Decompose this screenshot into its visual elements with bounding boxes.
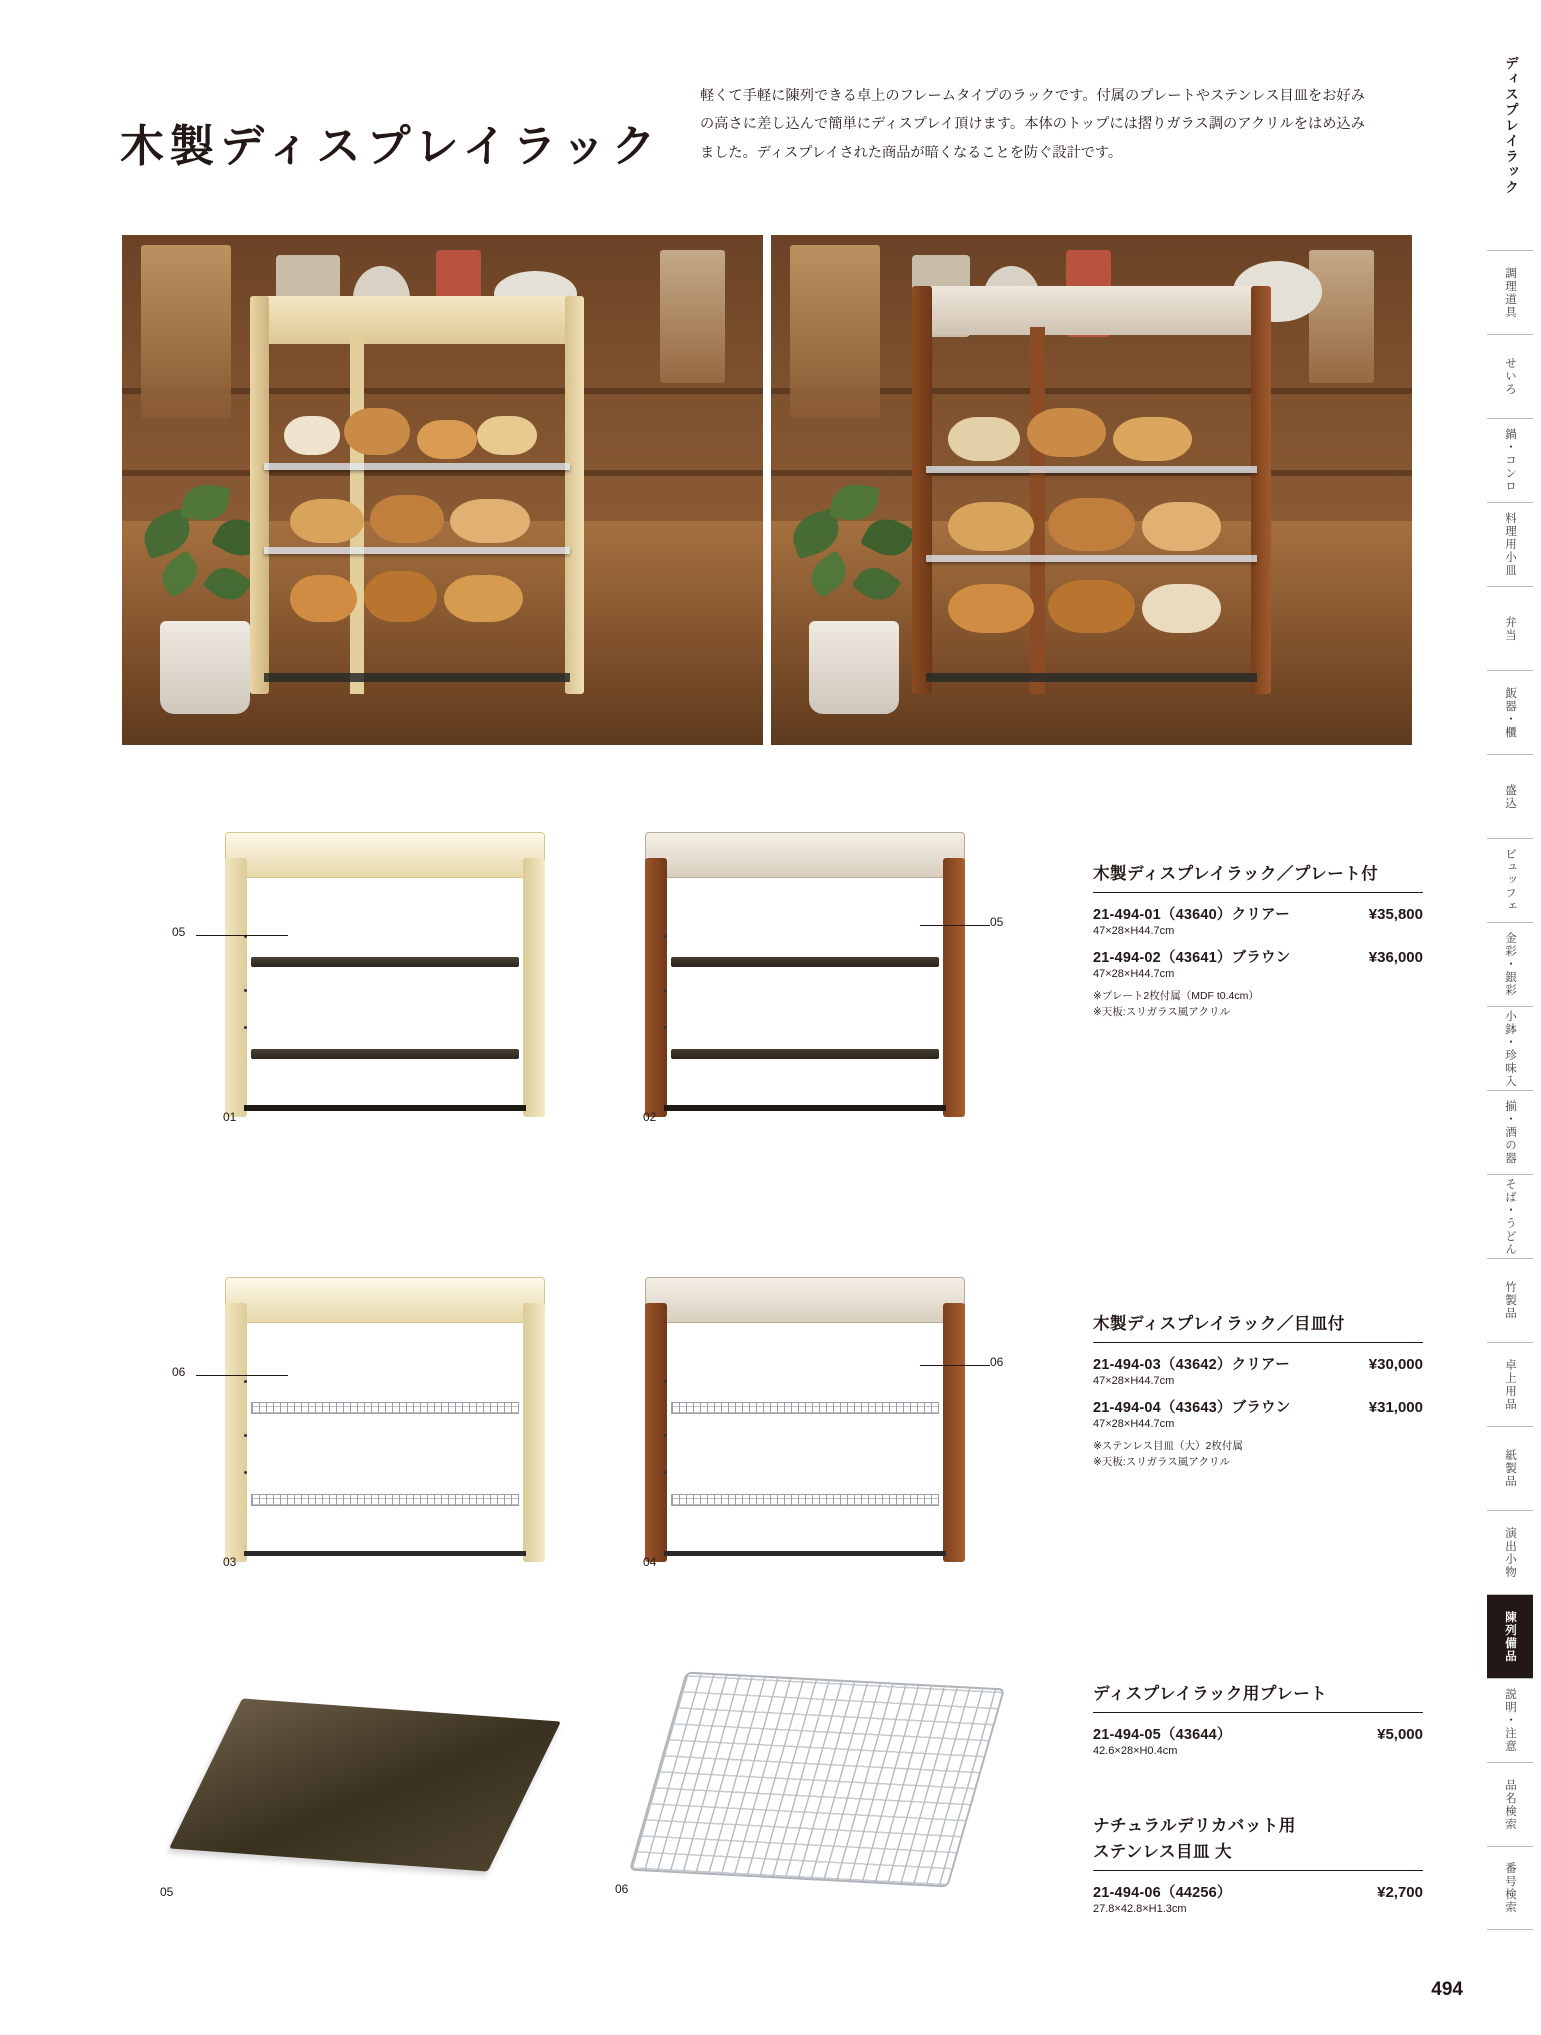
- tab-item-label: 金彩・銀彩: [1504, 932, 1516, 997]
- tab-item-19[interactable]: [1487, 1846, 1533, 1930]
- callout-label: 06: [990, 1355, 1004, 1369]
- tab-item-4[interactable]: [1487, 586, 1533, 670]
- tab-item-label: 弁当: [1504, 615, 1516, 642]
- display-plate-illustration: [169, 1698, 561, 1871]
- figure-03: [205, 1265, 565, 1575]
- spec-heading: 木製ディスプレイラック／プレート付: [1093, 865, 1379, 883]
- spec-row: [1093, 1881, 1423, 1902]
- spec-row: [1093, 1353, 1423, 1374]
- product-code: 21-494-03（43642）クリアー: [1093, 1357, 1290, 1373]
- tab-item-16[interactable]: [1487, 1594, 1533, 1678]
- product-dimensions: 47×28×H44.7cm: [1093, 1375, 1175, 1387]
- tab-item-label: ビュッフェ: [1504, 848, 1516, 913]
- display-rack-brown-photo: [771, 235, 1412, 745]
- tab-item-label: 竹製品: [1504, 1281, 1516, 1320]
- callout-05-left: [172, 925, 185, 939]
- spec-block-plate-part: [1093, 1680, 1423, 1766]
- spec-heading: 木製ディスプレイラック／目皿付: [1093, 1315, 1345, 1333]
- callout-label: 06: [172, 1365, 186, 1379]
- product-code: 21-494-05（43644）: [1093, 1727, 1232, 1743]
- tab-item-10[interactable]: [1487, 1090, 1533, 1174]
- product-code: 21-494-02（43641）ブラウン: [1093, 950, 1291, 966]
- tab-item-15[interactable]: [1487, 1510, 1533, 1594]
- tab-item-label: 品名検索: [1504, 1778, 1516, 1831]
- spec-row: [1093, 903, 1423, 924]
- product-dimensions: 47×28×H44.7cm: [1093, 925, 1175, 937]
- figure-number-01: 01: [223, 1110, 237, 1124]
- tab-item-1[interactable]: [1487, 334, 1533, 418]
- tab-item-label: 番号検索: [1504, 1862, 1516, 1914]
- callout-label: 05: [990, 915, 1004, 929]
- page-number: 494: [1431, 1979, 1463, 2000]
- spec-block-plate-rack: [1093, 860, 1423, 1021]
- product-price: ¥35,800: [1368, 906, 1423, 923]
- product-note: ※プレート2枚付属（MDF t0.4cm）: [1093, 990, 1259, 1002]
- tab-item-3[interactable]: [1487, 502, 1533, 586]
- product-note: ※ステンレス目皿（大）2枚付属: [1093, 1440, 1243, 1452]
- page-title: 木製ディスプレイラック: [120, 122, 662, 171]
- callout-05-right: [990, 915, 1003, 929]
- figure-06: [615, 1660, 1035, 1920]
- spec-heading: ディスプレイラック用プレート: [1093, 1685, 1328, 1703]
- tab-item-12[interactable]: [1487, 1258, 1533, 1342]
- tab-item-label: 紙製品: [1504, 1449, 1516, 1488]
- tab-item-7[interactable]: [1487, 838, 1533, 922]
- product-note: ※天板:スリガラス風アクリル: [1093, 1455, 1230, 1468]
- figure-number-02: 02: [643, 1110, 657, 1124]
- tab-item-label: 説明・注意: [1504, 1688, 1516, 1753]
- callout-label: 05: [172, 925, 186, 939]
- product-dimensions: 27.8×42.8×H1.3cm: [1093, 1903, 1187, 1915]
- intro-paragraph: 軽くて手軽に陳列できる卓上のフレームタイプのラックです。付属のプレートやステンレス目皿をお好みの高さに差し込んで簡単にディスプレイ頂けます。本体のトップには摺りガラス調のアクリルをはめ込みました。ディスプレイされた商品が暗くなることを防ぐ設計です。: [700, 88, 1365, 161]
- tab-item-label: 揃・酒の器: [1504, 1100, 1516, 1165]
- tab-item-label: 鍋・コンロ: [1504, 428, 1516, 493]
- tab-item-2[interactable]: [1487, 418, 1533, 502]
- tab-item-label: 小鉢・珍味入: [1504, 1009, 1516, 1088]
- tab-item-6[interactable]: [1487, 754, 1533, 838]
- product-dimensions: 47×28×H44.7cm: [1093, 968, 1175, 980]
- section-tab-rail: [1479, 0, 1541, 2035]
- tab-item-label: そば・うどん: [1504, 1177, 1516, 1256]
- tab-item-5[interactable]: [1487, 670, 1533, 754]
- tab-item-11[interactable]: [1487, 1174, 1533, 1258]
- spec-heading-line1: ナチュラルデリカバット用: [1093, 1817, 1296, 1835]
- product-code: 21-494-06（44256）: [1093, 1885, 1232, 1901]
- spec-row: [1093, 1723, 1423, 1744]
- tab-item-label: 料理用小皿: [1504, 512, 1516, 577]
- tab-item-8[interactable]: [1487, 922, 1533, 1006]
- product-code: 21-494-04（43643）ブラウン: [1093, 1400, 1291, 1416]
- spec-row: [1093, 946, 1423, 967]
- tab-item-18[interactable]: [1487, 1762, 1533, 1846]
- photo-row: [122, 235, 1412, 745]
- tab-item-label: 盛込: [1504, 783, 1516, 810]
- tab-item-17[interactable]: [1487, 1678, 1533, 1762]
- tab-item-13[interactable]: [1487, 1342, 1533, 1426]
- tab-item-0[interactable]: [1487, 250, 1533, 334]
- spec-row: [1093, 1396, 1423, 1417]
- product-dimensions: 47×28×H44.7cm: [1093, 1418, 1175, 1430]
- product-price: ¥30,000: [1368, 1356, 1423, 1373]
- product-price: ¥36,000: [1368, 949, 1423, 966]
- tab-item-14[interactable]: [1487, 1426, 1533, 1510]
- figure-01: [205, 820, 565, 1130]
- tab-item-label: 飯器・櫃: [1504, 686, 1516, 739]
- product-price: ¥2,700: [1377, 1884, 1423, 1901]
- figure-number-06: 06: [615, 1882, 629, 1896]
- tab-item-9[interactable]: [1487, 1006, 1533, 1090]
- tab-list: [1487, 250, 1533, 1930]
- product-price: ¥5,000: [1377, 1726, 1423, 1743]
- figure-number-04: 04: [643, 1555, 657, 1569]
- spec-block-mesh-rack: [1093, 1310, 1423, 1471]
- product-price: ¥31,000: [1368, 1399, 1423, 1416]
- callout-06-right: [990, 1355, 1003, 1369]
- product-note: ※天板:スリガラス風アクリル: [1093, 1005, 1230, 1018]
- figure-number-03: 03: [223, 1555, 237, 1569]
- stainless-mesh-illustration: [629, 1672, 1005, 1888]
- product-dimensions: 42.6×28×H0.4cm: [1093, 1745, 1178, 1757]
- figure-number-05: 05: [160, 1885, 174, 1899]
- spec-heading-line2: ステンレス目皿 大: [1093, 1843, 1233, 1861]
- callout-06-left: [172, 1365, 185, 1379]
- figure-04: [625, 1265, 995, 1575]
- product-code: 21-494-01（43640）クリアー: [1093, 907, 1290, 923]
- tab-item-label: 調理道具: [1504, 266, 1516, 319]
- spec-block-mesh-part: [1093, 1812, 1423, 1924]
- display-rack-natural-photo: [122, 235, 763, 745]
- tab-rail-title-label: ディスプレイラック: [1503, 56, 1518, 196]
- tab-item-label: 陳列備品: [1504, 1610, 1516, 1663]
- figure-05: [160, 1690, 580, 1920]
- tab-item-label: 演出小物: [1504, 1526, 1516, 1579]
- figure-02: [625, 820, 995, 1130]
- tab-rail-title: [1487, 46, 1533, 206]
- tab-item-label: せいろ: [1504, 357, 1516, 396]
- tab-item-label: 卓上用品: [1504, 1358, 1516, 1411]
